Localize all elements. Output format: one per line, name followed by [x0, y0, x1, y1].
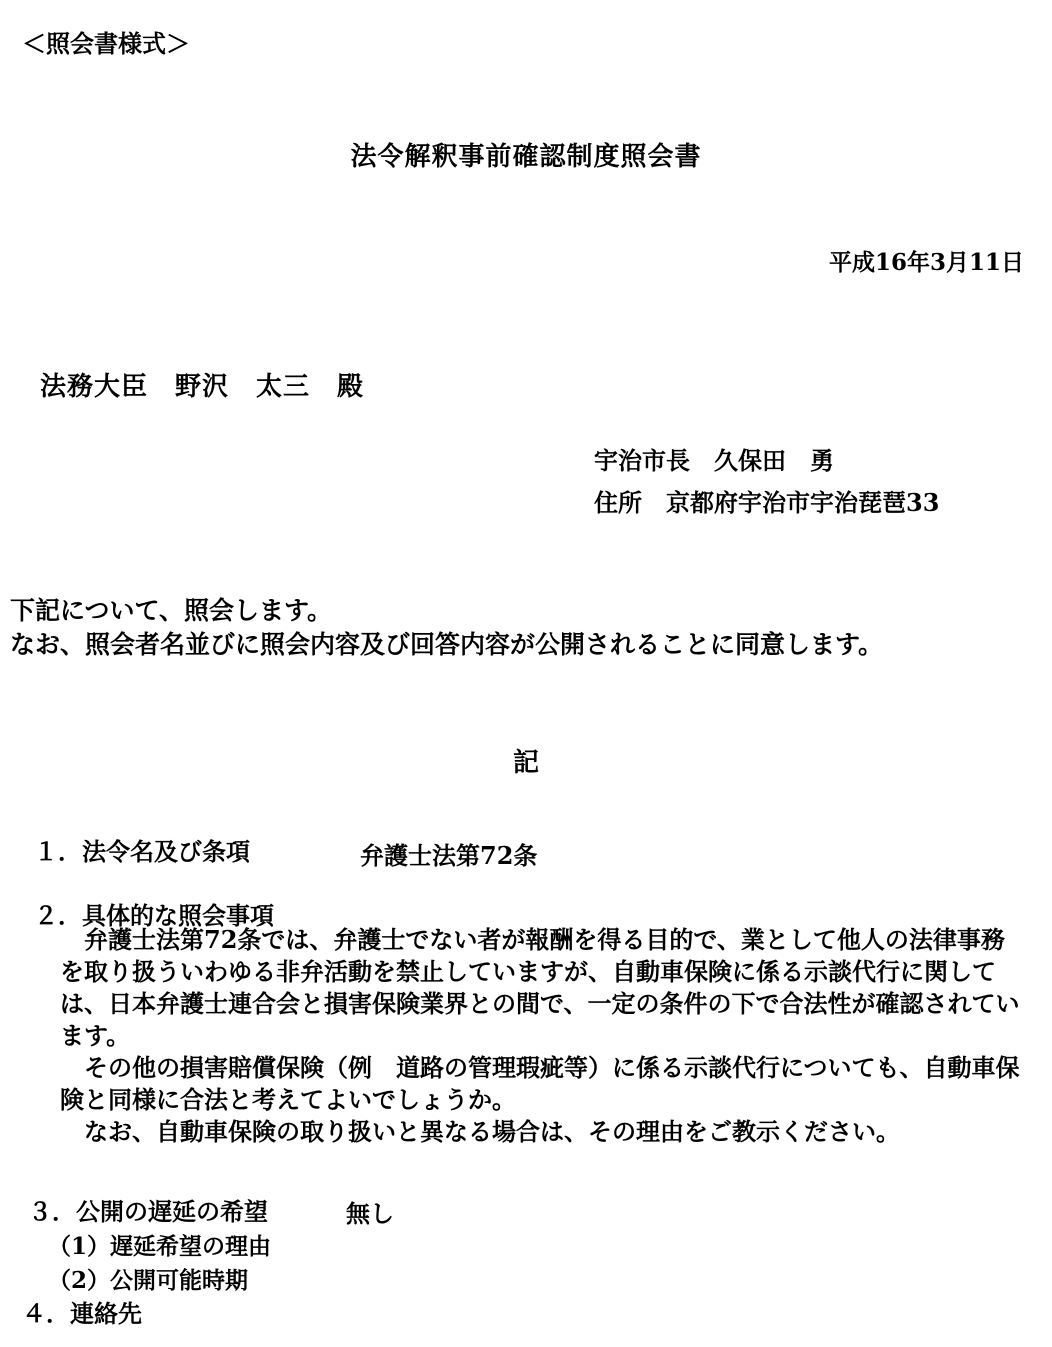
- inquiry-paragraph: 弁護士法第72条では、弁護士でない者が報酬を得る目的で、業として他人の法律事務を取り扱ういわゆる非弁活動を禁止していますが、自動車保険に係る示談代行に関しては、日本弁護士連合会と損害保険業界との間で、一定の条件の下で合法性が確認されています。: [60, 925, 1020, 1050]
- intro-line-1: 下記について、照会します。: [10, 596, 333, 625]
- ki-heading: 記: [512, 748, 539, 778]
- item-1-label: １．法令名及び条項: [34, 837, 250, 866]
- item-2-label: ２．具体的な照会事項: [34, 901, 274, 930]
- addressee: 法務大臣 野沢 太三 殿: [40, 372, 365, 402]
- inquiry-paragraph: なお、自動車保険の取り扱いと異なる場合は、その理由をご教示ください。: [84, 1117, 900, 1146]
- item-3-value: 無し: [346, 1199, 394, 1228]
- item-1-value: 弁護士法第72条: [360, 841, 538, 870]
- item-3-sub-1: （1）遅延希望の理由: [48, 1233, 272, 1260]
- document-title: 法令解釈事前確認制度照会書: [350, 142, 702, 172]
- inquiry-paragraph: その他の損害賠償保険（例 道路の管理瑕疵等）に係る示談代行についても、自動車保険と同様に合法と考えてよいでしょうか。: [60, 1053, 1020, 1114]
- item-1: [34, 832, 538, 870]
- document-date: 平成16年3月11日: [828, 249, 1024, 276]
- inquiry-body: [60, 924, 1020, 1148]
- form-label: ＜照会書様式＞: [22, 29, 190, 58]
- sender-address: 住所 京都府宇治市宇治琵琶33: [594, 488, 940, 517]
- intro-text: [10, 594, 883, 662]
- item-3-sub-2: （2）公開可能時期: [48, 1267, 249, 1294]
- item-4-label: ４．連絡先: [22, 1299, 142, 1328]
- item-3-label: ３．公開の遅延の希望: [28, 1197, 268, 1226]
- item-3: [28, 1192, 394, 1228]
- sender-block: [594, 440, 939, 524]
- sender-name: 宇治市長 久保田 勇: [594, 446, 834, 475]
- intro-line-2: なお、照会者名並びに照会内容及び回答内容が公開されることに同意します。: [10, 630, 884, 659]
